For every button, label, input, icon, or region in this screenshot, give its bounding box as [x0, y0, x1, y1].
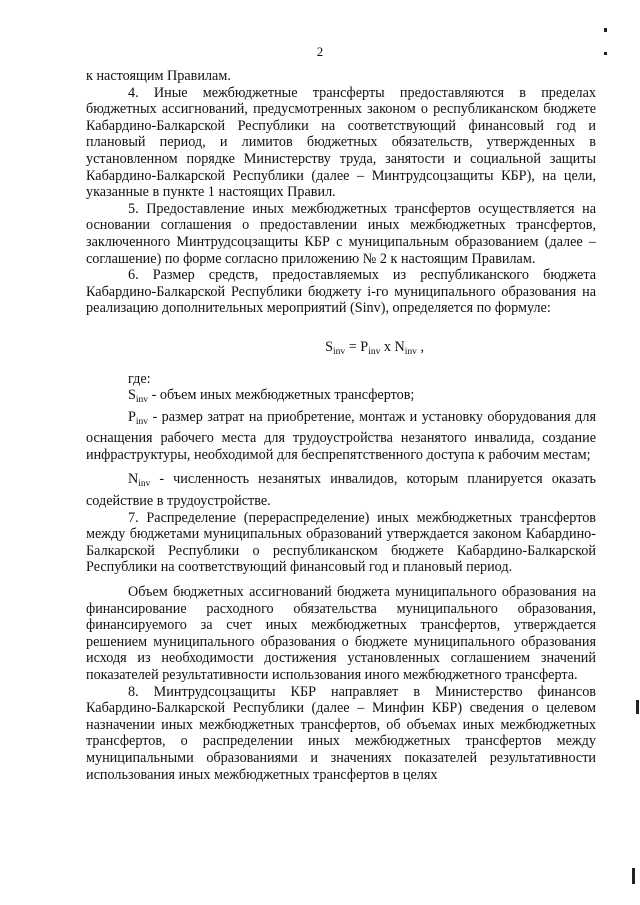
paragraph-8: 8. Минтрудсоцзащиты КБР направляет в Министерство финансов Кабардино-Балкарской Республики (далее – Минфин КБР) сведения о целевом назначении иных межбюджетных трансфертов, об объемах иных межбюджетных трансфертов, о распределении иных межбюджетных трансфертов между муниципальными образованиями и значениях показателей результативности использования иных межбюджетных трансфертов в целях [86, 683, 596, 783]
def-p: $P_{inv}$ - размер затрат на приобретение, монтаж и установку оборудования для оснащения рабочего места для трудоустройства незанятого инвалида, создание инфраструктуры, необходимой для беспрепятственного доступа к рабочим местам; [86, 408, 596, 463]
scan-mark-top-2 [604, 52, 607, 55]
where-label: где: [128, 370, 151, 387]
def-n: $N_{inv}$ - численность незанятых инвалидов, которым планируется оказать содействие в трудоустройстве. [86, 471, 596, 510]
paragraph-7: 7. Распределение (перераспределение) иных межбюджетных трансфертов между бюджетами муниципальных образований утверждается законом Кабардино-Балкарской Республики о республиканском бюджете Кабардино-Балкарской Республики на соответствующий финансовый год и плановый период. [86, 509, 596, 576]
page-number: 2 [316, 44, 324, 59]
paragraph-6: 6. Размер средств, предоставляемых из республиканского бюджета Кабардино-Балкарской Республики бюджету i-го муниципального образования на реализацию дополнительных мероприятий (Sinv), определяется по формуле: [86, 267, 596, 317]
scan-mark-bottom [632, 868, 635, 884]
paragraph-4: 4. Иные межбюджетные трансферты предоставляются в пределах бюджетных ассигнований, предусмотренных законом о республиканском бюджете Кабардино-Балкарской Республики на соответствующий финансовый год и плановый период, и лимитов бюджетных обязательств, утвержденных в установленном порядке Министерству труда, занятости и социальной защиты Кабардино-Балкарской Республики (далее – Минтрудсоцзащиты КБР), на цели, указанные в пункте 1 настоящих Правил. [86, 84, 596, 201]
scan-mark-top [604, 28, 607, 32]
scan-mark-right [636, 700, 639, 714]
paragraph-7-cont: Объем бюджетных ассигнований бюджета муниципального образования на финансирование расходного обязательства муниципального образования, финансируемого за счет иных межбюджетных трансфертов, утверждается решением муниципального образования о бюджете муниципального образования исходя из необходимости достижения установленных соглашением значений показателей результативности использования иного межбюджетного трансферта. [86, 584, 596, 683]
def-s: $S_{inv}$ - объем иных межбюджетных трансфертов; [128, 387, 415, 406]
line-prev-end: к настоящим Правилам. [86, 68, 231, 84]
formula: $S_{inv} = P_{inv}$ x $N_{inv}$ , [325, 338, 424, 357]
paragraph-5: 5. Предоставление иных межбюджетных трансфертов осуществляется на основании соглашения о предоставлении иных межбюджетных трансфертов, заключенного Минтрудсоцзащиты КБР с муниципальным образованием (далее – соглашение) по форме согласно приложению № 2 к настоящим Правилам. [86, 200, 596, 267]
document-body [86, 68, 596, 783]
